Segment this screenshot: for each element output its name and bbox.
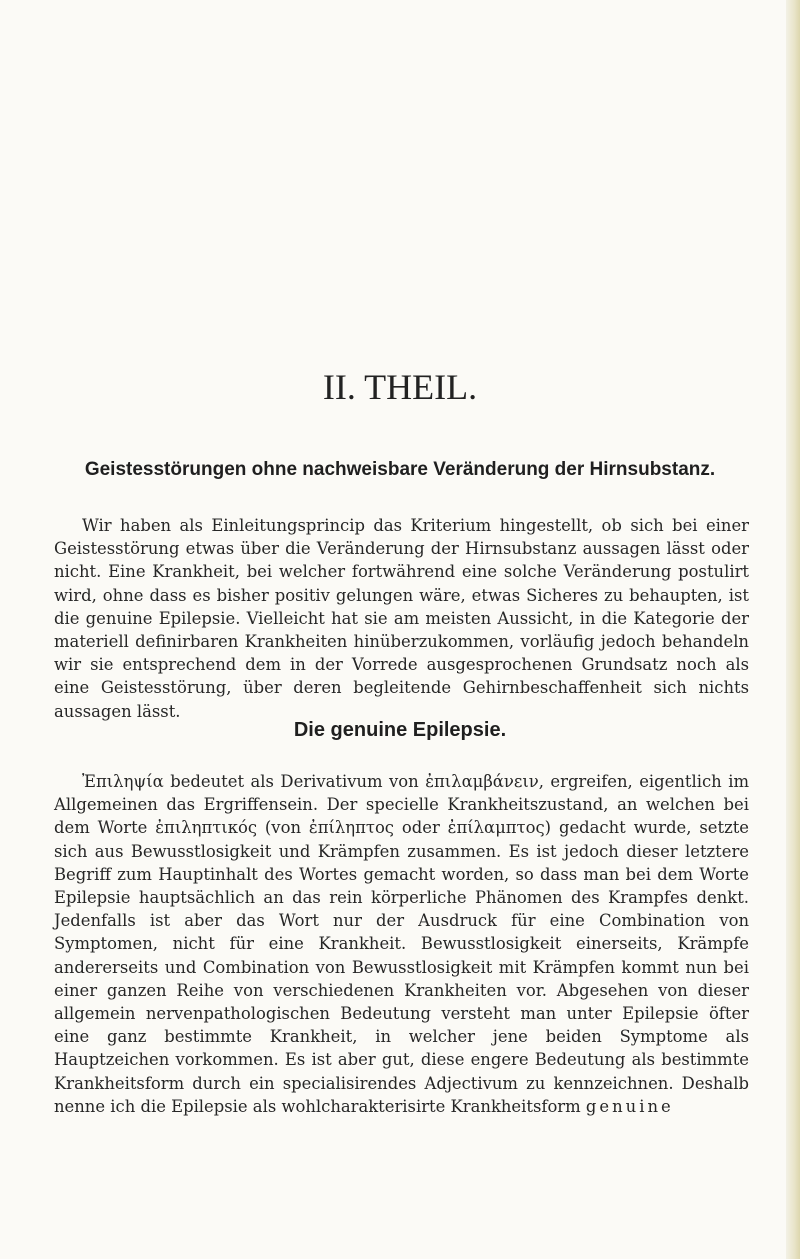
part-title: II. THEIL. [322,367,478,407]
section-title: Die genuine Epilepsie. [293,719,507,741]
page-edge [786,0,800,1259]
emphasized-word: genuine [585,1096,674,1116]
paragraph-epilepsy [54,770,749,1118]
paragraph-intro: Wir haben als Einleitungsprincip das Kriterium hingestellt, ob sich bei einer Geistesstörung etwas über die Veränderung der Hirnsubstanz aussagen lässt oder nicht. Eine Krankheit, bei welcher fortwährend eine solche Veränderung postulirt wird, ohne dass es bisher positiv gelungen wäre, etwas Sicheres zu behaupten, ist die genuine Epilepsie. Vielleicht hat sie am meisten Aussicht, in die Kategorie der materiell definirbaren Krankheiten hinüberzukommen, vorläufig jedoch behandeln wir sie entsprechend dem in der Vorrede ausgesprochenen Grundsatz noch als eine Geistesstörung, über deren begleitende Gehirnbeschaffenheit sich nichts aussagen lässt. [54,516,749,721]
chapter-title: Geistesstörungen ohne nachweisbare Veränderung der Hirnsubstanz. [84,459,716,480]
paragraph-epilepsy-text: Ἐπιληψία bedeutet als Derivativum von ἐπιλαμβάνειν, ergreifen, eigentlich im Allgemeinen das Ergriffensein. Der specielle Krankheitszustand, an welchen bei dem Worte ἐπιληπτικός (von ἐπίληπτος oder ἐπίλαμπτος) gedacht wurde, setzte sich aus Bewusstlosigkeit und Krämpfen zusammen. Es ist jedoch dieser letztere Begriff zum Hauptinhalt des Wortes gemacht worden, so dass man bei dem Worte Epilepsie hauptsächlich an das rein körperliche Phänomen des Krampfes denkt. Jedenfalls ist aber das Wort nur der Ausdruck für eine Combination von Symptomen, nicht für eine Krankheit. Bewusstlosigkeit einerseits, Krämpfe andererseits und Combination von Bewusstlosigkeit mit Krämpfen kommt nun bei einer ganzen Reihe von verschiedenen Krankheiten vor. Abgesehen von dieser allgemein nervenpathologischen Bedeutung versteht man unter Epilepsie öfter eine ganz bestimmte Krankheit, in welcher jene beiden Symptome als Hauptzeichen vorkommen. Es ist aber gut, diese engere Bedeutung als bestimmte Krankheitsform durch ein specialisirendes Adjectivum zu kennzeichnen. Deshalb nenne ich die Epilepsie als wohlcharakterisirte Krankheitsform [54,772,749,1116]
